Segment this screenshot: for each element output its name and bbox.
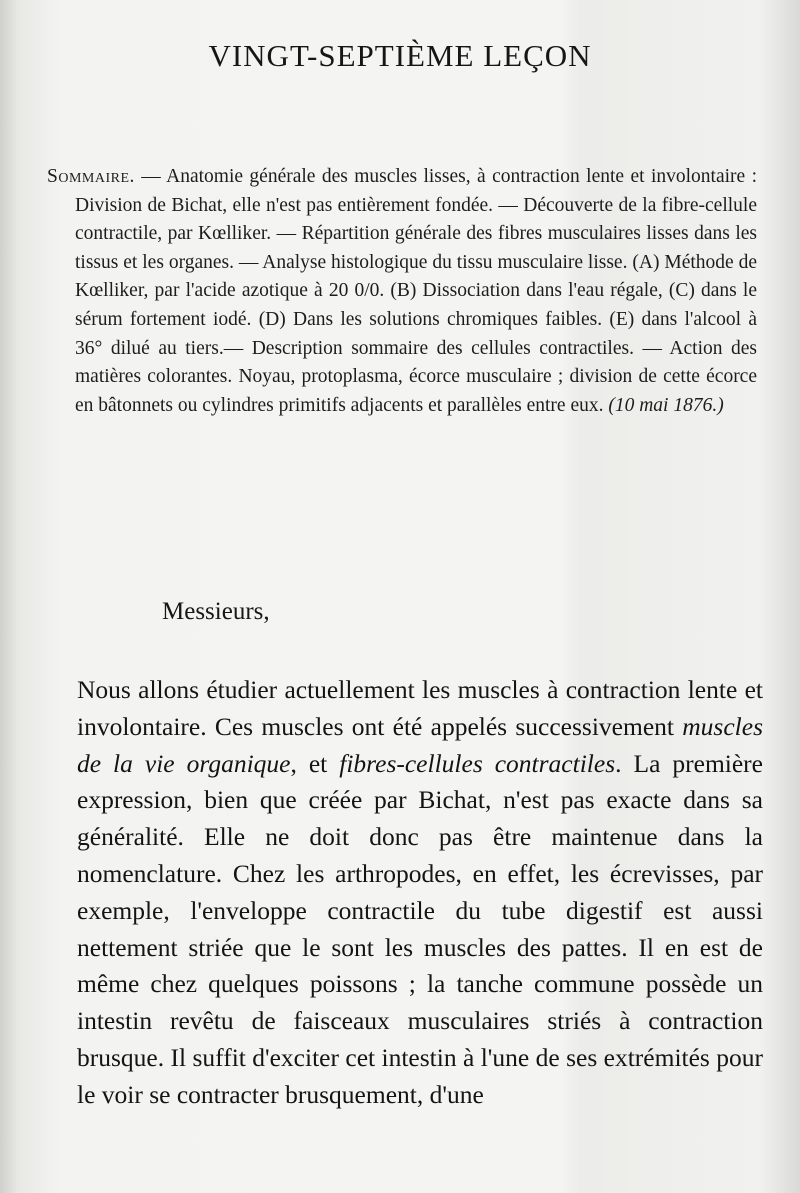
- summary-block: [47, 163, 757, 420]
- salutation: Messieurs,: [162, 598, 270, 625]
- body-italic-term2: fibres-cellules contractiles: [339, 748, 616, 778]
- lesson-title: VINGT-SEPTIÈME LEÇON: [208, 38, 592, 73]
- body-text-part2: , et: [290, 748, 340, 778]
- body-text-part3: . La première expression, bien que créée par Bichat, n'est pas exacte dans sa généralité. Elle ne doit donc pas être maintenue dans la nomenclature. Chez les arthropodes, en effet, les écrevisses, par exemple, l'enveloppe contractile du tube digestif est aussi nettement striée que le sont les muscles des pattes. Il en est de même chez quelques poissons ; la tanche commune possède un intestin revêtu de faisceaux musculaires striés à contraction brusque. Il suffit d'exciter cet intestin à l'une de ses extrémités pour le voir se contracter brusquement, d'une: [77, 748, 763, 1109]
- summary-label: Sommaire.: [47, 166, 135, 187]
- body-paragraph: [77, 672, 763, 1114]
- summary-paragraph: [47, 163, 757, 420]
- body-italic-term1: muscles de la vie organique: [77, 711, 763, 778]
- body-text-part1: Nous allons étudier actuellement les muscles à contraction lente et involontaire. Ces muscles ont été appelés successivement: [77, 675, 763, 741]
- body-text: [77, 672, 763, 1114]
- summary-text: — Anatomie générale des muscles lisses, à contraction lente et involontaire : Division de Bichat, elle n'est pas entièrement fondée. — Découverte de la fibre-cellule contractile, par Kœlliker. — Répartition générale des fibres musculaires lisses dans les tissus et les organes. — Analyse histologique du tissu musculaire lisse. (A) Méthode de Kœlliker, par l'acide azotique à 20 0/0. (B) Dissociation dans l'eau régale, (C) dans le sérum fortement iodé. (D) Dans les solutions chromiques faibles. (E) dans l'alcool à 36° dilué au tiers.— Description sommaire des cellules contractiles. — Action des matières colorantes. Noyau, protoplasma, écorce musculaire ; division de cette écorce en bâtonnets ou cylindres primitifs adjacents et parallèles entre eux.: [75, 166, 757, 416]
- summary-date: (10 mai 1876.): [608, 394, 724, 416]
